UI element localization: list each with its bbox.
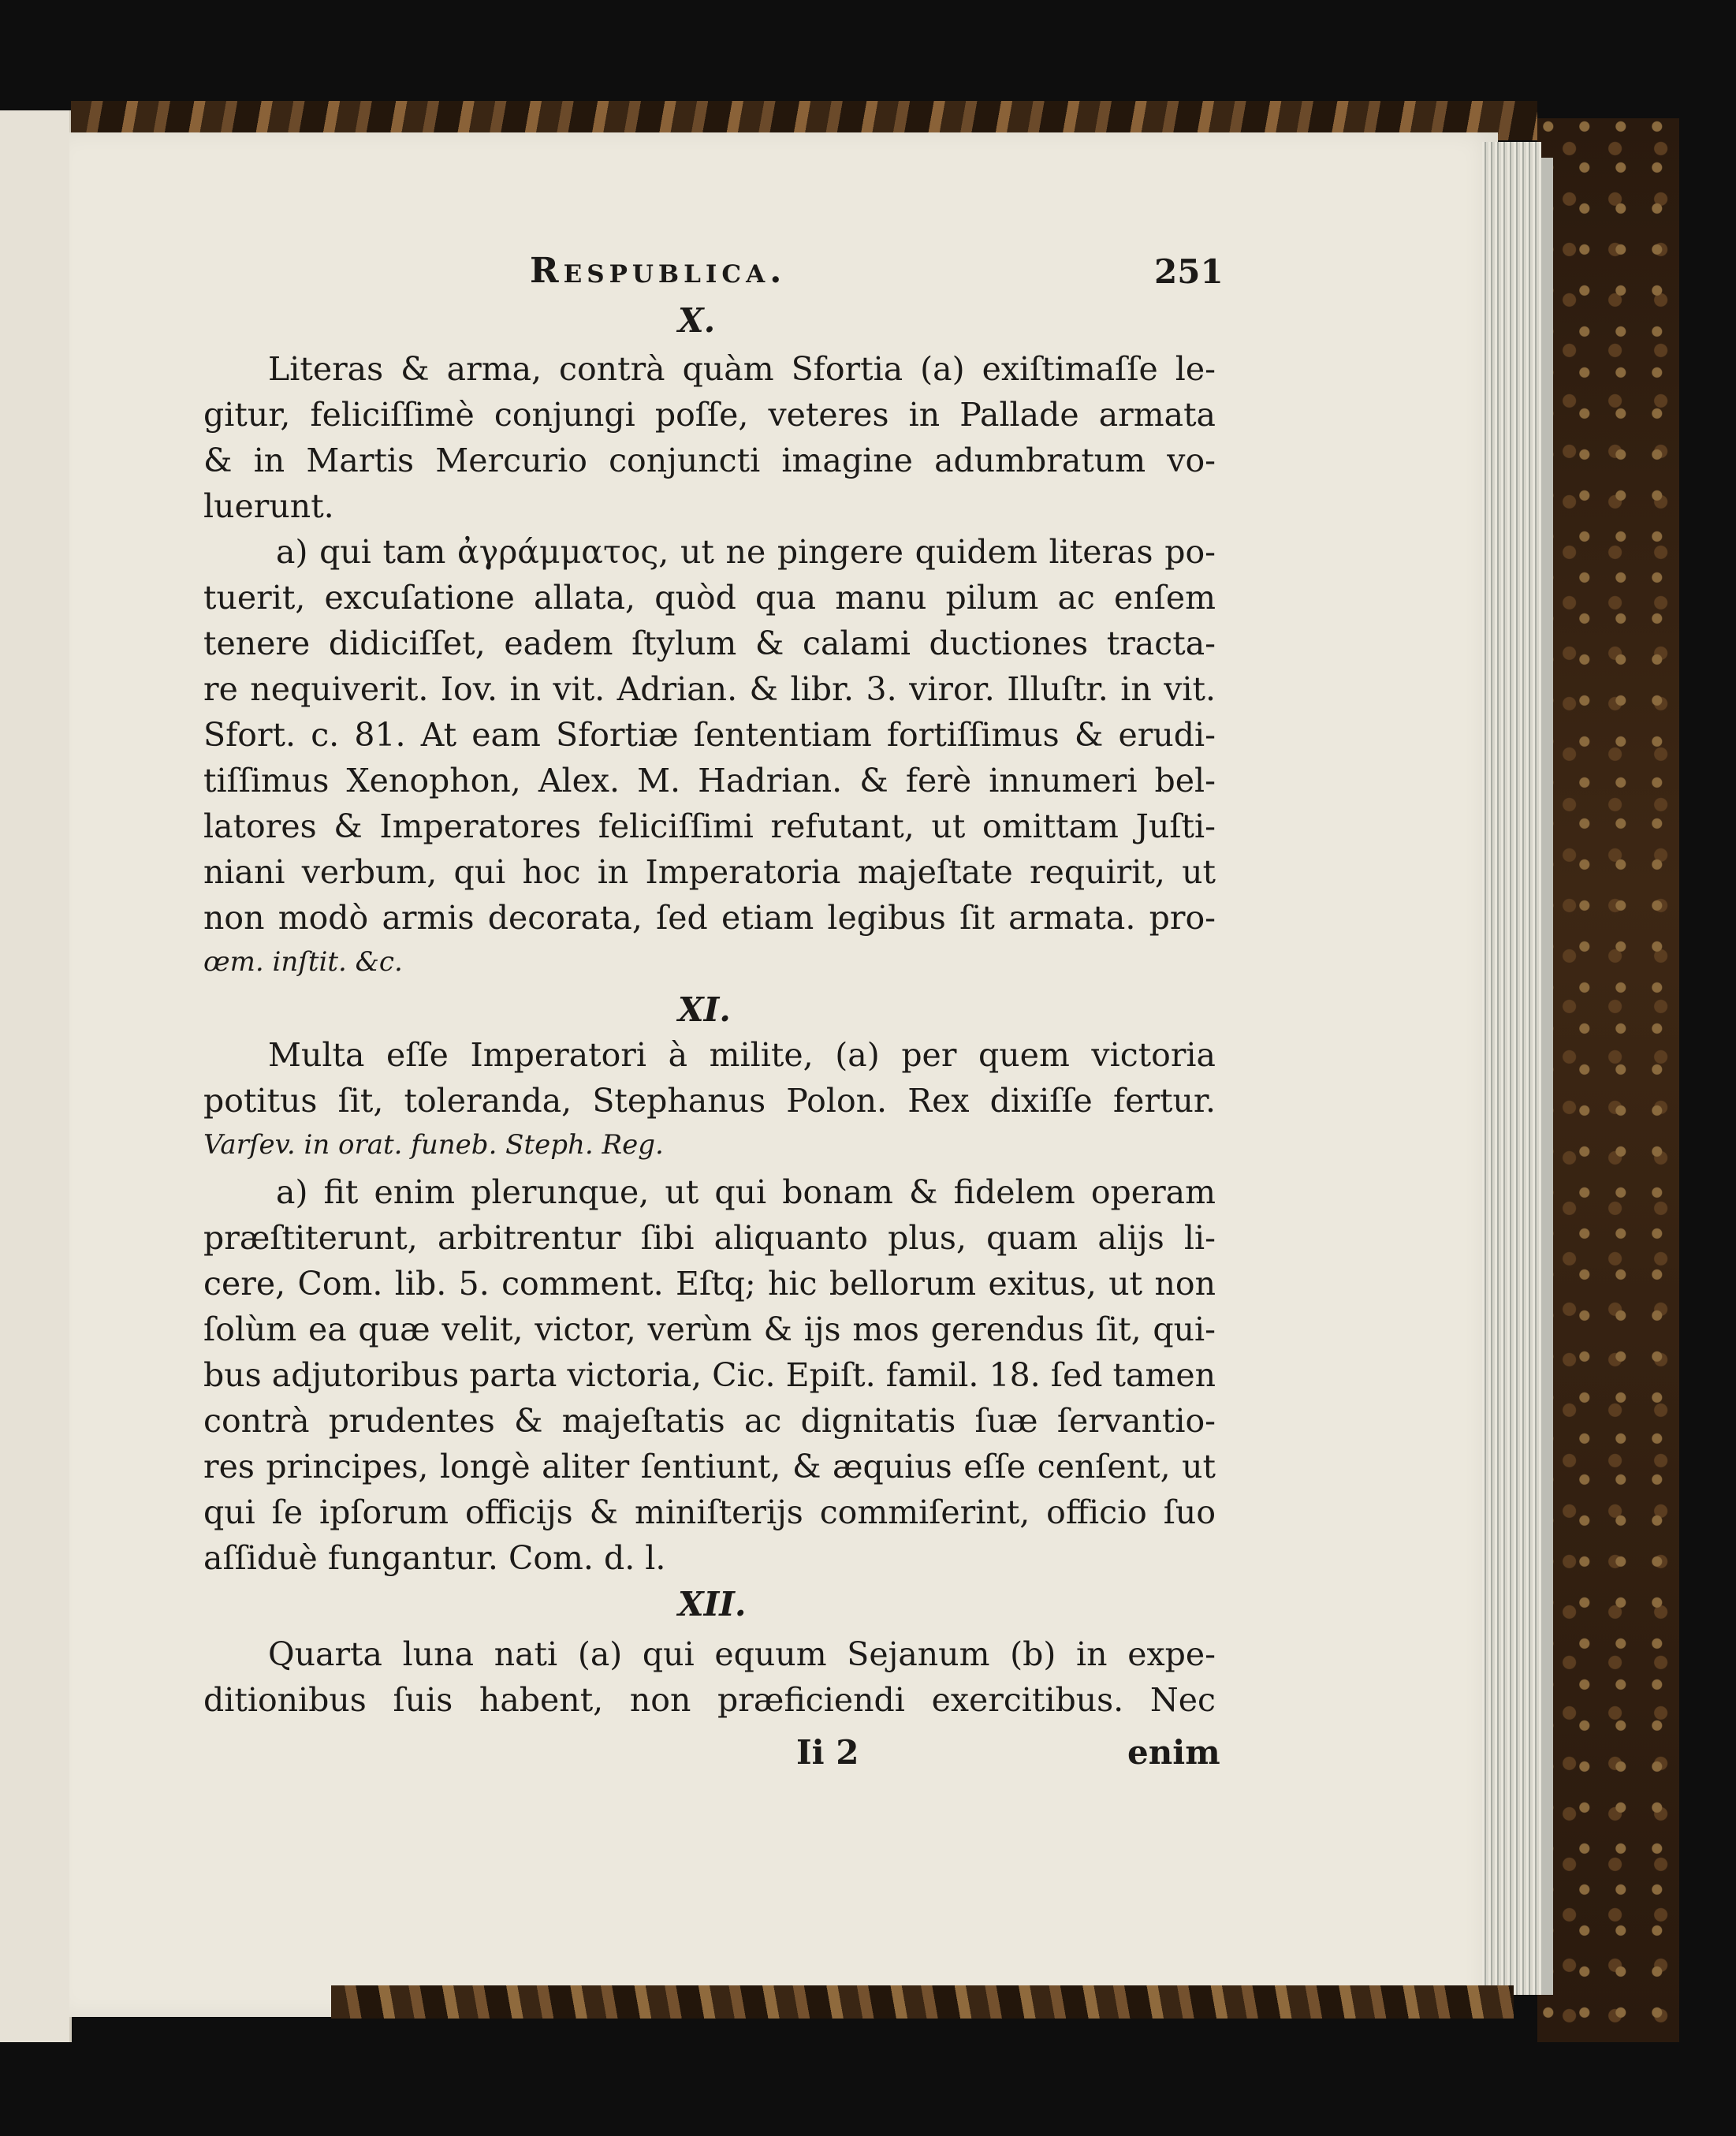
previous-page-edge bbox=[0, 110, 72, 2042]
text-line: Sfort. c. 81. At eam Sfortiæ ſententiam fortiſſimus & erudi- bbox=[203, 716, 1216, 754]
citation-line: Varſev. in orat. funeb. Steph. Reg. bbox=[203, 1129, 664, 1161]
text-line: tenere didiciſſet, eadem ſtylum & calami ductiones tracta- bbox=[203, 624, 1216, 662]
text-line: niani verbum, qui hoc in Imperatoria majeſtate requirit, ut bbox=[203, 853, 1216, 891]
text-line: cere, Com. lib. 5. comment. Eſtq; hic bellorum exitus, ut non bbox=[203, 1265, 1216, 1303]
section-numeral: X. bbox=[678, 301, 716, 340]
section-numeral: XII. bbox=[678, 1585, 747, 1623]
signature-mark: Ii 2 bbox=[796, 1733, 859, 1772]
page-number: 251 bbox=[1154, 252, 1224, 291]
marbled-cover-bottom bbox=[331, 1985, 1514, 2019]
text-line: & in Martis Mercurio conjuncti imagine adumbratum vo- bbox=[203, 442, 1216, 479]
marbled-cover-right bbox=[1537, 118, 1679, 2042]
text-line: ſolùm ea quæ velit, victor, verùm & ijs mos gerendus ſit, qui- bbox=[203, 1310, 1216, 1348]
text-line: tuerit, excuſatione allata, quòd qua manu pilum ac enſem bbox=[203, 579, 1216, 617]
text-line: præſtiterunt, arbitrentur ſibi aliquanto plus, quam alijs li- bbox=[203, 1219, 1216, 1257]
text-line: ditionibus ſuis habent, non præficiendi exercitibus. Nec bbox=[203, 1681, 1216, 1719]
section-numeral: XI. bbox=[678, 990, 731, 1029]
text-line: Literas & arma, contrà quàm Sfortia (a) exiſtimaſſe le- bbox=[268, 350, 1216, 388]
page-stack-edge bbox=[1482, 142, 1541, 1995]
text-line: tiſſimus Xenophon, Alex. M. Hadrian. & ferè innumeri bel- bbox=[203, 762, 1216, 800]
text-line: bus adjutoribus parta victoria, Cic. Epiſt. famil. 18. ſed tamen bbox=[203, 1356, 1216, 1394]
citation-line: œm. inſtit. &c. bbox=[203, 946, 403, 978]
text-line: contrà prudentes & majeſtatis ac dignitatis ſuæ ſervantio- bbox=[203, 1402, 1216, 1440]
text-line: Quarta luna nati (a) qui equum Sejanum (b) in expe- bbox=[268, 1635, 1216, 1673]
text-line: a) fit enim plerunque, ut qui bonam & fidelem operam bbox=[276, 1173, 1216, 1211]
text-line: potitus ſit, toleranda, Stephanus Polon. Rex dixiſſe fertur. bbox=[203, 1082, 1216, 1120]
text-line: re nequiverit. Iov. in vit. Adrian. & libr. 3. viror. Illuſtr. in vit. bbox=[203, 670, 1216, 708]
text-line: non modò armis decorata, ſed etiam legibus ſit armata. pro- bbox=[203, 899, 1216, 937]
text-line: a) qui tam ἀγράμματος, ut ne pingere quidem literas po- bbox=[276, 533, 1216, 571]
text-line: res principes, longè aliter ſentiunt, & æquius eſſe cenſent, ut bbox=[203, 1448, 1216, 1486]
catchword: enim bbox=[1127, 1733, 1220, 1772]
text-line: latores & Imperatores feliciſſimi refutant, ut omittam Juſti- bbox=[203, 807, 1216, 845]
text-line: aſſiduè fungantur. Com. d. l. bbox=[203, 1539, 666, 1577]
text-line: gitur, feliciſſimè conjungi poſſe, veteres in Pallade armata bbox=[203, 396, 1216, 434]
running-title: Respublica. bbox=[530, 251, 787, 291]
text-line: luerunt. bbox=[203, 487, 334, 525]
text-line: qui ſe ipſorum officijs & miniſterijs commiſerint, officio ſuo bbox=[203, 1493, 1216, 1531]
text-line: Multa eſſe Imperatori à milite, (a) per quem victoria bbox=[268, 1036, 1216, 1074]
